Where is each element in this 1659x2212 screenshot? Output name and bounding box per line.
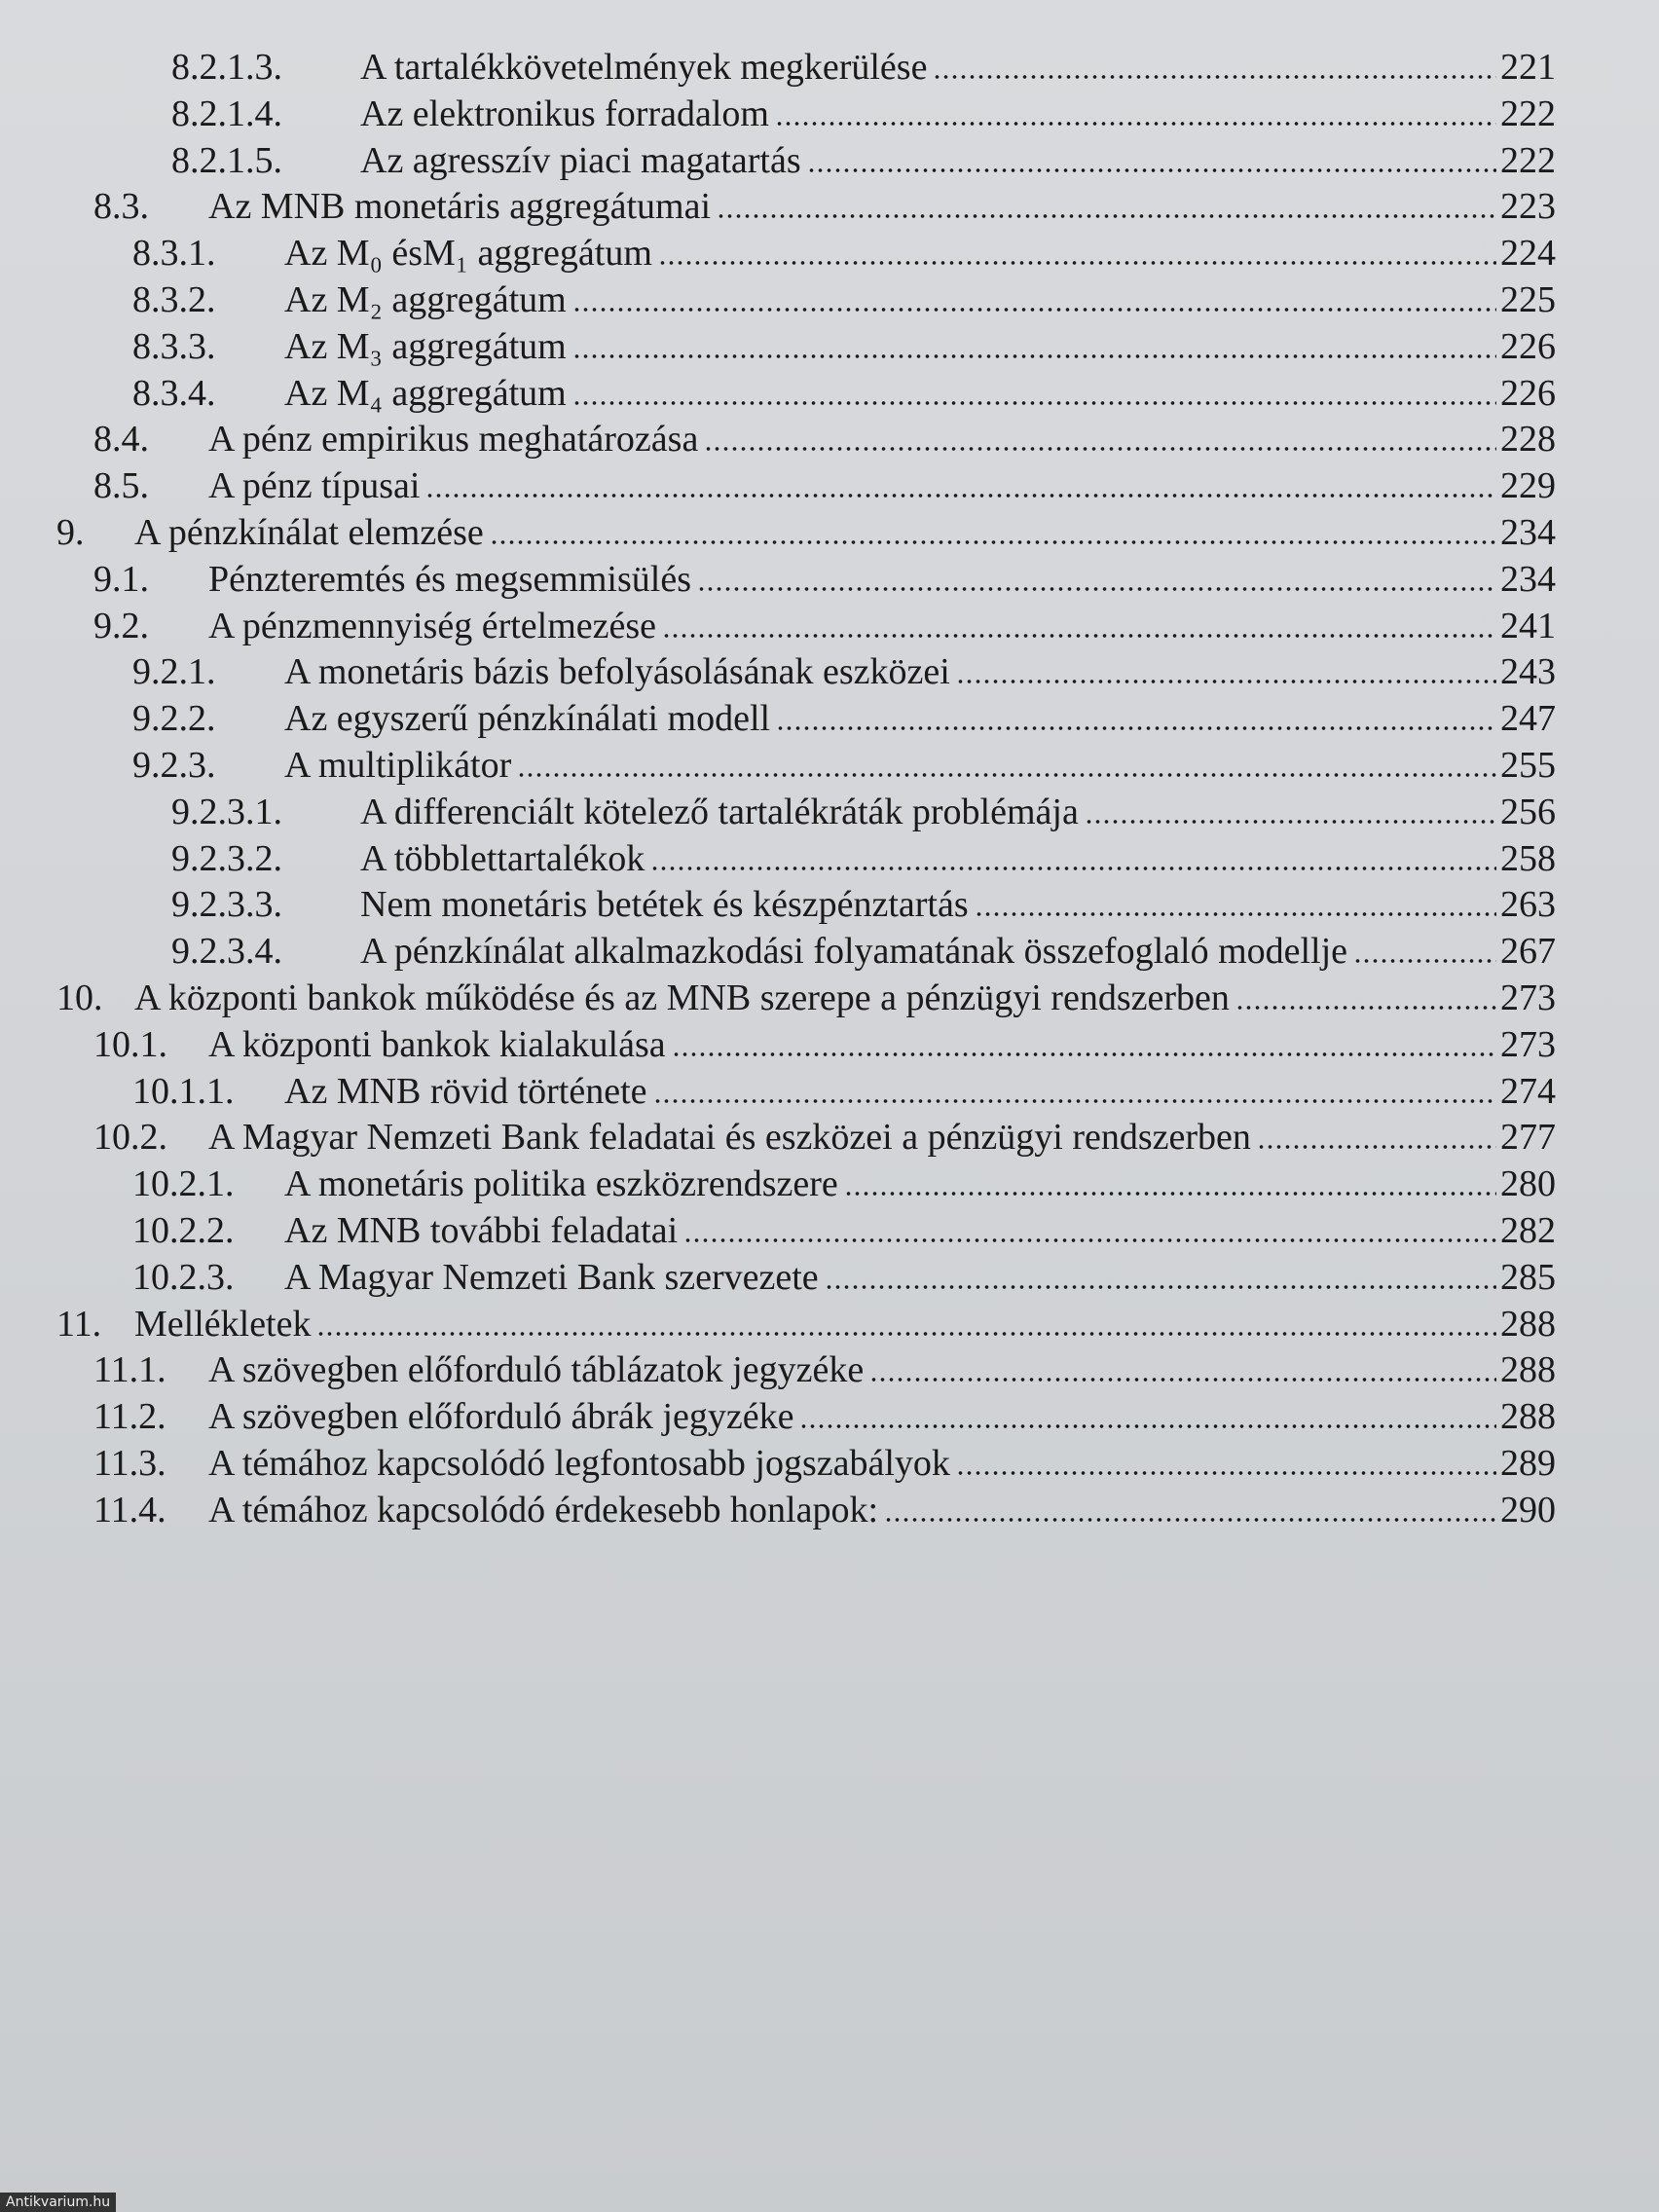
dot-leader xyxy=(653,1098,1496,1104)
toc-number: 8.2.1.4. xyxy=(171,93,282,134)
dot-leader xyxy=(775,121,1496,127)
toc-title: Pénzteremtés és megsemmisülés xyxy=(208,559,691,600)
dot-leader xyxy=(490,539,1496,545)
toc-number: 9.2.1. xyxy=(132,651,216,692)
toc-number: 9.2. xyxy=(93,606,149,646)
dot-leader xyxy=(316,1331,1496,1337)
toc-page-number: 221 xyxy=(1500,47,1556,88)
toc-title: Az MNB további feladatai xyxy=(284,1210,679,1251)
dot-leader xyxy=(799,1423,1496,1429)
toc-title: A központi bankok kialakulása xyxy=(208,1024,666,1065)
toc-entry xyxy=(132,649,1556,694)
toc-title: A pénzmennyiség értelmezése xyxy=(208,606,657,646)
toc-page-number: 234 xyxy=(1500,512,1556,553)
dot-leader xyxy=(650,866,1496,871)
toc-page-number: 243 xyxy=(1500,651,1556,692)
toc-title: A központi bankok működése és az MNB szerepe a pénzügyi rendszerben xyxy=(134,977,1230,1018)
toc-title: Az MNB monetáris aggregátumai xyxy=(208,186,712,227)
toc-entry xyxy=(132,371,1556,416)
toc-number: 8.4. xyxy=(93,419,149,460)
toc-page-number: 288 xyxy=(1500,1304,1556,1345)
toc-page-number: 222 xyxy=(1500,140,1556,181)
toc-page-number: 263 xyxy=(1500,884,1556,925)
toc-number: 10.2.3. xyxy=(132,1257,235,1298)
dot-leader xyxy=(956,679,1496,684)
toc-title: A szövegben előforduló ábrák jegyzéke xyxy=(208,1396,794,1437)
toc-title: A pénz típusai xyxy=(208,465,421,506)
toc-entry xyxy=(56,976,1556,1020)
toc-number: 8.3.3. xyxy=(132,326,216,367)
toc-number: 8.2.1.5. xyxy=(171,140,282,181)
toc-title: Az egyszerű pénzkínálati modell xyxy=(284,698,771,739)
toc-page-number: 273 xyxy=(1500,1024,1556,1065)
toc-title: Az agresszív piaci magatartás xyxy=(360,140,801,181)
toc-page-number: 290 xyxy=(1500,1490,1556,1530)
toc-title: A Magyar Nemzeti Bank szervezete xyxy=(284,1257,819,1298)
dot-leader xyxy=(933,74,1496,80)
toc-entry xyxy=(93,557,1556,602)
dot-leader xyxy=(776,725,1496,731)
toc-number: 10. xyxy=(56,977,103,1018)
toc-number: 11.3. xyxy=(93,1443,166,1484)
toc-entry xyxy=(132,696,1556,741)
toc-number: 8.3.4. xyxy=(132,373,216,414)
toc-title: A témához kapcsolódó érdekesebb honlapok: xyxy=(208,1490,879,1530)
toc-page-number: 226 xyxy=(1500,326,1556,367)
dot-leader xyxy=(697,586,1496,592)
toc-page-number: 241 xyxy=(1500,606,1556,646)
toc-number: 10.1.1. xyxy=(132,1071,235,1112)
dot-leader xyxy=(704,446,1496,452)
toc-number: 9.2.3.4. xyxy=(171,931,282,972)
toc-number: 9.1. xyxy=(93,559,149,600)
toc-entry xyxy=(93,184,1556,229)
dot-leader xyxy=(956,1470,1496,1476)
toc-page-number: 225 xyxy=(1500,279,1556,320)
toc-entry xyxy=(93,604,1556,648)
toc-entry xyxy=(93,1022,1556,1067)
toc-number: 9.2.3.3. xyxy=(171,884,282,925)
dot-leader xyxy=(1257,1144,1496,1150)
toc-title: Az elektronikus forradalom xyxy=(360,93,769,134)
toc-entry xyxy=(56,1302,1556,1346)
toc-page-number: 277 xyxy=(1500,1117,1556,1158)
toc-number: 11. xyxy=(56,1304,102,1345)
watermark: Antikvarium.hu xyxy=(0,2193,116,2212)
toc-title: Mellékletek xyxy=(134,1304,312,1345)
toc-page-number: 229 xyxy=(1500,465,1556,506)
dot-leader xyxy=(1353,958,1496,964)
toc-title: Az M₃ aggregátum xyxy=(284,326,567,367)
toc-page-number: 280 xyxy=(1500,1163,1556,1204)
toc-entry xyxy=(93,1347,1556,1392)
dot-leader xyxy=(658,260,1496,266)
toc-entry xyxy=(171,138,1556,183)
toc-title: A monetáris bázis befolyásolásának eszközei xyxy=(284,651,950,692)
toc-entry xyxy=(93,1115,1556,1160)
toc-entry xyxy=(93,1441,1556,1486)
toc-number: 9.2.3.2. xyxy=(171,838,282,879)
toc-title: A differenciált kötelező tartalékráták problémája xyxy=(360,792,1079,832)
toc-page-number: 282 xyxy=(1500,1210,1556,1251)
dot-leader xyxy=(425,493,1496,498)
toc-title: A többlettartalékok xyxy=(360,838,645,879)
toc-title: Az M₀ ésM₁ aggregátum xyxy=(284,233,652,274)
toc-entry xyxy=(132,1069,1556,1114)
dot-leader xyxy=(884,1517,1496,1523)
toc-entry xyxy=(171,92,1556,136)
toc-title: A pénz empirikus meghatározása xyxy=(208,419,699,460)
dot-leader xyxy=(683,1237,1496,1243)
dot-leader xyxy=(807,167,1496,173)
toc-title: Az M₄ aggregátum xyxy=(284,373,567,414)
toc-entry xyxy=(171,45,1556,90)
dot-leader xyxy=(662,633,1496,639)
toc-entry xyxy=(132,324,1556,369)
toc-number: 8.3.2. xyxy=(132,279,216,320)
toc-entry xyxy=(171,929,1556,974)
toc-number: 10.2.1. xyxy=(132,1163,235,1204)
toc-title: A témához kapcsolódó legfontosabb jogszabályok xyxy=(208,1443,950,1484)
toc-page-number: 247 xyxy=(1500,698,1556,739)
toc-entry xyxy=(132,277,1556,322)
toc-page-number: 222 xyxy=(1500,93,1556,134)
toc-entry xyxy=(93,1394,1556,1439)
toc-entry xyxy=(132,1161,1556,1206)
toc-number: 9.2.3. xyxy=(132,745,216,786)
toc-page-number: 228 xyxy=(1500,419,1556,460)
toc-title: Nem monetáris betétek és készpénztartás xyxy=(360,884,969,925)
toc-entry xyxy=(93,1488,1556,1532)
toc-title: A multiplikátor xyxy=(284,745,512,786)
dot-leader xyxy=(572,307,1496,313)
toc-page-number: 288 xyxy=(1500,1349,1556,1390)
toc-number: 8.3.1. xyxy=(132,233,216,274)
toc-entry xyxy=(132,743,1556,788)
dot-leader xyxy=(844,1191,1496,1197)
dot-leader xyxy=(825,1284,1496,1290)
toc-entry xyxy=(93,463,1556,508)
toc-number: 11.4. xyxy=(93,1490,166,1530)
toc-title: A monetáris politika eszközrendszere xyxy=(284,1163,838,1204)
toc-page-number: 234 xyxy=(1500,559,1556,600)
toc-page-number: 273 xyxy=(1500,977,1556,1018)
toc-page-number: 288 xyxy=(1500,1396,1556,1437)
toc-number: 9.2.3.1. xyxy=(171,792,282,832)
dot-leader xyxy=(1235,1005,1496,1011)
toc-title: A pénzkínálat elemzése xyxy=(134,512,484,553)
toc-entry xyxy=(56,510,1556,555)
dot-leader xyxy=(572,353,1496,359)
toc-page-number: 267 xyxy=(1500,931,1556,972)
toc-number: 10.2. xyxy=(93,1117,167,1158)
toc-page-number: 256 xyxy=(1500,792,1556,832)
toc-number: 8.3. xyxy=(93,186,149,227)
toc-title: Az MNB rövid története xyxy=(284,1071,647,1112)
toc-number: 8.2.1.3. xyxy=(171,47,282,88)
toc-title: A pénzkínálat alkalmazkodási folyamatának összefoglaló modellje xyxy=(360,931,1348,972)
toc-title: Az M₂ aggregátum xyxy=(284,279,567,320)
toc-number: 10.1. xyxy=(93,1024,167,1065)
toc-number: 11.2. xyxy=(93,1396,166,1437)
toc-entry xyxy=(93,417,1556,461)
toc-entry xyxy=(132,1208,1556,1253)
dot-leader xyxy=(717,213,1496,219)
toc-page-number: 255 xyxy=(1500,745,1556,786)
toc-entry xyxy=(171,882,1556,927)
toc-page-number: 274 xyxy=(1500,1071,1556,1112)
toc-number: 11.1. xyxy=(93,1349,166,1390)
dot-leader xyxy=(1085,819,1496,825)
toc-entry xyxy=(171,836,1556,881)
toc-page-number: 289 xyxy=(1500,1443,1556,1484)
toc-page-number: 258 xyxy=(1500,838,1556,879)
toc-entry xyxy=(132,231,1556,276)
dot-leader xyxy=(672,1051,1496,1057)
toc-page-number: 285 xyxy=(1500,1257,1556,1298)
toc-page-number: 224 xyxy=(1500,233,1556,274)
dot-leader xyxy=(975,911,1496,917)
toc-page-number: 226 xyxy=(1500,373,1556,414)
dot-leader xyxy=(869,1377,1496,1382)
toc-number: 9.2.2. xyxy=(132,698,216,739)
toc-page-number: 223 xyxy=(1500,186,1556,227)
toc-number: 10.2.2. xyxy=(132,1210,235,1251)
toc-title: A tartalékkövetelmények megkerülése xyxy=(360,47,928,88)
toc-number: 8.5. xyxy=(93,465,149,506)
toc-title: A Magyar Nemzeti Bank feladatai és eszközei a pénzügyi rendszerben xyxy=(208,1117,1251,1158)
dot-leader xyxy=(572,400,1496,406)
toc-entry xyxy=(132,1255,1556,1300)
toc-entry xyxy=(171,790,1556,834)
toc-title: A szövegben előforduló táblázatok jegyzéke xyxy=(208,1349,865,1390)
dot-leader xyxy=(517,772,1496,778)
toc-number: 9. xyxy=(56,512,85,553)
